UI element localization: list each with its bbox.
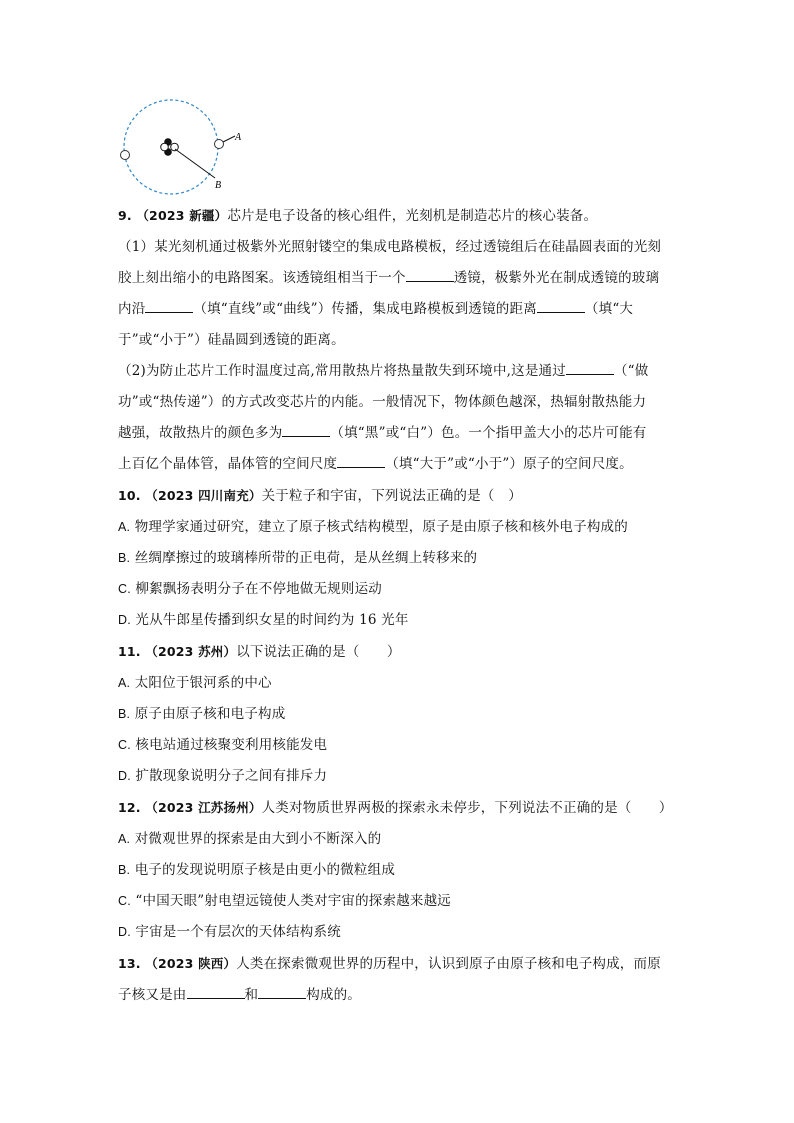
electron-left xyxy=(121,151,130,160)
q13-text2a: 子核又是由 xyxy=(118,987,187,1003)
q9-p1-line3 xyxy=(118,294,678,325)
q13-stem: 人类在探索微观世界的历程中，认识到原子由原子核和电子构成，而原 xyxy=(236,956,661,972)
q9-p2-line3 xyxy=(118,418,678,449)
q10-title xyxy=(118,480,678,512)
q12-source: （2023 江苏扬州） xyxy=(145,800,262,815)
q9-p2-text3a: 越强，故散热片的颜色多为 xyxy=(118,425,283,441)
q13-line2 xyxy=(118,980,678,1011)
q9-p2-line2 xyxy=(118,387,678,418)
q11-source: （2023 苏州） xyxy=(145,644,237,659)
answer-blank[interactable] xyxy=(258,984,306,999)
q10-stem: 关于粒子和宇宙，下列说法正确的是（ ） xyxy=(261,488,522,504)
q10-option-a[interactable]: A. 物理学家通过研究，建立了原子核式结构模型，原子是由原子核和核外电子构成的 xyxy=(118,519,628,535)
q9-p2-text1a: （2)为防止芯片工作时温度过高,常用散热片将热量散失到环境中,这是通过 xyxy=(118,363,566,379)
q13-text2b: 和 xyxy=(244,987,259,1003)
q9-p1-line1 xyxy=(118,232,678,263)
q10-source: （2023 四川南充） xyxy=(145,488,262,503)
q9-p2-text1b: （“做 xyxy=(613,363,649,379)
q10-number: 10. xyxy=(118,488,141,503)
q9-p1-text3a: 内沿 xyxy=(118,301,146,317)
q9-p1-text1: （1）某光刻机通过极紫外光照射镂空的集成电路模板，经过透镜组后在硅晶圆表面的光刻 xyxy=(118,239,662,255)
answer-blank[interactable] xyxy=(187,984,245,999)
q9-p2-text4b: （填“大于”或“小于”）原子的空间尺度。 xyxy=(385,456,633,472)
q10-option-b[interactable]: B. 丝绸摩擦过的玻璃棒所带的正电荷，是从丝绸上转移来的 xyxy=(118,550,478,566)
q9-p2-text2: 功”或“热传递”）的方式改变芯片的内能。一般情况下，物体颜色越深，热辐射散热能力 xyxy=(118,394,647,410)
q11-option-b[interactable]: B. 原子由原子核和电子构成 xyxy=(118,706,286,722)
q13-title xyxy=(118,948,678,980)
q9-source: （2023 新疆） xyxy=(136,208,228,223)
q9-p1-line2 xyxy=(118,263,678,294)
electron-right xyxy=(215,140,224,149)
q12-title xyxy=(118,792,678,824)
label-a: A xyxy=(235,132,242,143)
q9-p1-text4: 于”或“小于”）硅晶圆到透镜的距离。 xyxy=(118,332,345,348)
q9-p2-line1 xyxy=(118,356,678,387)
q9-p1-line4 xyxy=(118,325,678,356)
q9-p2-line4 xyxy=(118,449,678,480)
q10-option-c[interactable]: C. 柳絮飘扬表明分子在不停地做无规则运动 xyxy=(118,581,383,597)
answer-blank[interactable] xyxy=(566,360,614,375)
q11-option-c[interactable]: C. 核电站通过核聚变利用核能发电 xyxy=(118,737,328,753)
q9-p2-text3b: （填“黑”或“白”）色。一个指甲盖大小的芯片可能有 xyxy=(330,425,647,441)
q12-option-d[interactable]: D. 宇宙是一个有层次的天体结构系统 xyxy=(118,924,341,940)
atom-model-figure xyxy=(115,92,265,197)
q12-option-c[interactable]: C. “中国天眼”射电望远镜使人类对宇宙的探索越来越远 xyxy=(118,893,452,909)
q10-option-d[interactable]: D. 光从牛郎星传播到织女星的时间约为 16 光年 xyxy=(118,612,409,628)
answer-blank[interactable] xyxy=(145,298,193,313)
q9-p1-text2a: 胶上刻出缩小的电路图案。该透镜组相当于一个 xyxy=(118,270,406,286)
q13-source: （2023 陕西） xyxy=(145,956,237,971)
q9-stem: 芯片是电子设备的核心组件，光刻机是制造芯片的核心装备。 xyxy=(227,208,598,224)
q12-option-a[interactable]: A. 对微观世界的探索是由大到小不断深入的 xyxy=(118,831,382,847)
q9-p1-text2b: 透镜，极紫外光在制成透镜的玻璃 xyxy=(453,270,660,286)
q9-p1-text3b: （填“直线”或“曲线”）传播，集成电路模板到透镜的距离 xyxy=(193,301,537,317)
q9-p2-text4a: 上百亿个晶体管，晶体管的空间尺度 xyxy=(118,456,338,472)
q12-number: 12. xyxy=(118,800,141,815)
q9-number: 9. xyxy=(118,208,132,223)
q12-option-b[interactable]: B. 电子的发现说明原子核是由更小的微粒组成 xyxy=(118,862,396,878)
questions xyxy=(118,200,678,1011)
q11-stem: 以下说法正确的是（ ） xyxy=(236,644,401,660)
q11-title xyxy=(118,636,678,668)
q9-title xyxy=(118,200,678,232)
answer-blank[interactable] xyxy=(406,267,454,282)
q11-number: 11. xyxy=(118,644,141,659)
q13-text2c: 构成的。 xyxy=(306,987,362,1003)
q12-stem: 人类对物质世界两极的探索永未停步，下列说法不正确的是（ ） xyxy=(261,800,673,816)
q13-number: 13. xyxy=(118,956,141,971)
answer-blank[interactable] xyxy=(282,422,330,437)
nucleus xyxy=(161,138,179,156)
answer-blank[interactable] xyxy=(337,453,385,468)
q11-option-a[interactable]: A. 太阳位于银河系的中心 xyxy=(118,675,272,691)
answer-blank[interactable] xyxy=(537,298,585,313)
label-b: B xyxy=(215,180,222,191)
q11-option-d[interactable]: D. 扩散现象说明分子之间有排斥力 xyxy=(118,768,328,784)
q9-p1-text3c: （填“大 xyxy=(584,301,634,317)
